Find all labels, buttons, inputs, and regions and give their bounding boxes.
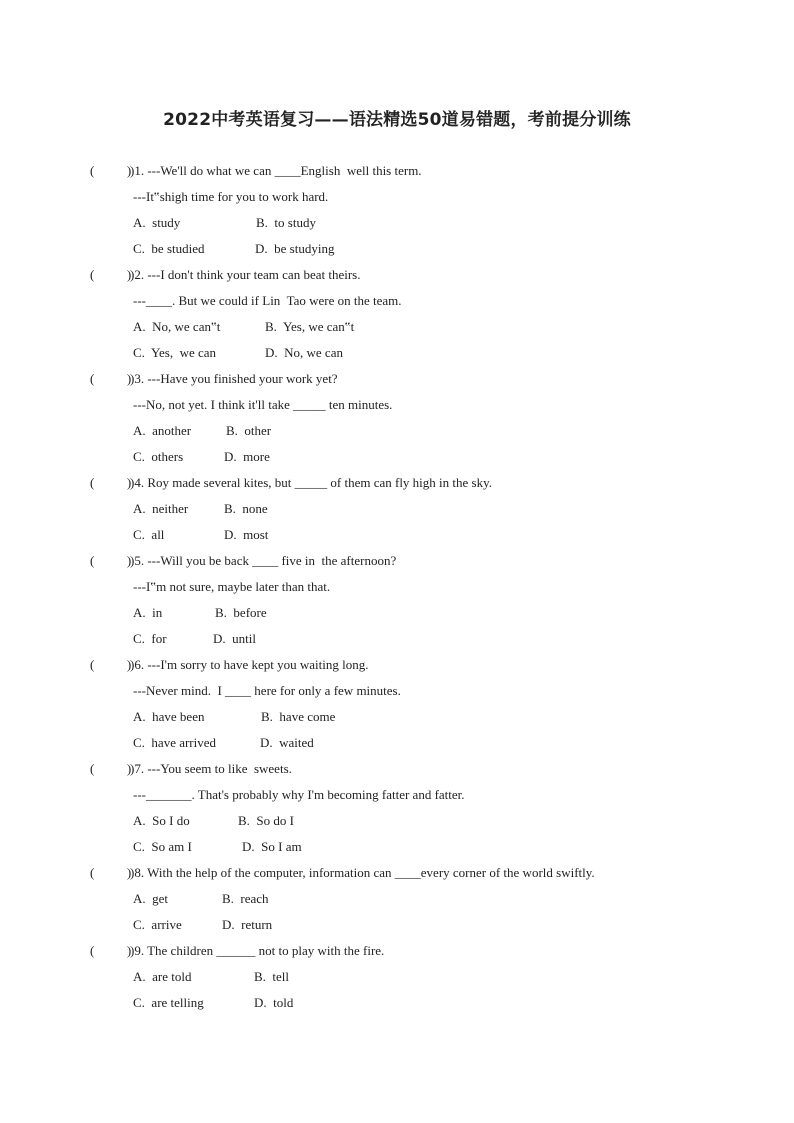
answer-bracket[interactable]: ( ) [90,943,132,958]
question-stem-line [0,758,794,784]
option-row [0,732,794,758]
option-c[interactable]: C. others [133,449,184,464]
option-b[interactable]: B. other [226,423,272,438]
option-c[interactable]: C. Yes, we can [133,345,217,360]
answer-bracket[interactable]: ( ) [90,553,132,568]
question-followup: ---It‟shigh time for you to work hard. [133,189,329,204]
option-row [0,628,794,654]
answer-bracket[interactable]: ( ) [90,475,132,490]
option-a[interactable]: A. study [133,215,181,230]
option-row [0,914,794,940]
option-row [0,342,794,368]
option-b[interactable]: B. tell [254,969,290,984]
question-followup: ---No, not yet. I think it'll take _____ ten minutes. [133,397,393,412]
question-followup: ---I‟m not sure, maybe later than that. [133,579,331,594]
option-b[interactable]: B. none [224,501,268,516]
question-3 [0,368,794,472]
option-row [0,238,794,264]
question-list [0,160,794,1018]
option-a[interactable]: A. No, we can‟t [133,319,221,334]
option-d[interactable]: D. So I am [242,839,302,854]
question-stem: )5. ---Will you be back ____ five in the afternoon? [130,553,397,568]
question-stem: )8. With the help of the computer, information can ____every corner of the world swiftly. [130,865,595,880]
option-d[interactable]: D. most [224,527,269,542]
question-9 [0,940,794,1018]
question-stem-line [0,368,794,394]
question-stem-line [0,862,794,888]
question-stem: )7. ---You seem to like sweets. [130,761,292,776]
option-d[interactable]: D. more [224,449,270,464]
option-c[interactable]: C. be studied [133,241,205,256]
question-followup-line [0,576,794,602]
option-d[interactable]: D. told [254,995,294,1010]
option-c[interactable]: C. arrive [133,917,182,932]
option-a[interactable]: A. So I do [133,813,190,828]
question-stem: )4. Roy made several kites, but _____ of them can fly high in the sky. [130,475,493,490]
option-row [0,966,794,992]
option-a[interactable]: A. another [133,423,192,438]
question-followup-line [0,186,794,212]
question-7 [0,758,794,862]
option-c[interactable]: C. for [133,631,167,646]
option-row [0,524,794,550]
question-followup-line [0,784,794,810]
option-a[interactable]: A. have been [133,709,205,724]
option-b[interactable]: B. to study [256,215,316,230]
question-followup: ---_______. That's probably why I'm becoming fatter and fatter. [133,787,465,802]
question-5 [0,550,794,654]
option-d[interactable]: D. until [213,631,256,646]
option-b[interactable]: B. before [215,605,267,620]
question-stem-line [0,550,794,576]
question-followup: ---Never mind. I ____ here for only a few minutes. [133,683,401,698]
option-b[interactable]: B. reach [222,891,269,906]
option-c[interactable]: C. all [133,527,165,542]
option-b[interactable]: B. So do I [238,813,294,828]
answer-bracket[interactable]: ( ) [90,267,132,282]
option-row [0,212,794,238]
option-c[interactable]: C. have arrived [133,735,217,750]
page-title: 2022中考英语复习——语法精选50道易错题，考前提分训练 [163,110,631,130]
answer-bracket[interactable]: ( ) [90,163,132,178]
question-followup-line [0,290,794,316]
option-a[interactable]: A. are told [133,969,192,984]
option-b[interactable]: B. have come [261,709,336,724]
answer-bracket[interactable]: ( ) [90,761,132,776]
question-4 [0,472,794,550]
option-a[interactable]: A. get [133,891,169,906]
option-d[interactable]: D. be studying [255,241,335,256]
option-a[interactable]: A. neither [133,501,189,516]
question-stem: )2. ---I don't think your team can beat theirs. [130,267,361,282]
option-row [0,498,794,524]
option-c[interactable]: C. So am I [133,839,192,854]
question-stem-line [0,940,794,966]
question-followup: ---____. But we could if Lin Tao were on the team. [133,293,402,308]
option-row [0,706,794,732]
answer-bracket[interactable]: ( ) [90,371,132,386]
answer-bracket[interactable]: ( ) [90,865,132,880]
question-followup-line [0,394,794,420]
option-row [0,810,794,836]
question-stem: )1. ---We'll do what we can ____English well this term. [130,163,422,178]
option-row [0,316,794,342]
question-followup-line [0,680,794,706]
question-8 [0,862,794,940]
question-stem-line [0,264,794,290]
answer-bracket[interactable]: ( ) [90,657,132,672]
question-1 [0,160,794,264]
option-a[interactable]: A. in [133,605,163,620]
question-stem: )6. ---I'm sorry to have kept you waiting long. [130,657,369,672]
option-d[interactable]: D. return [222,917,273,932]
question-2 [0,264,794,368]
option-row [0,446,794,472]
question-stem: )9. The children ______ not to play with the fire. [130,943,385,958]
option-d[interactable]: D. waited [260,735,314,750]
option-row [0,888,794,914]
option-row [0,602,794,628]
option-row [0,992,794,1018]
option-b[interactable]: B. Yes, we can‟t [265,319,355,334]
question-stem: )3. ---Have you finished your work yet? [130,371,338,386]
option-row [0,836,794,862]
option-c[interactable]: C. are telling [133,995,204,1010]
option-d[interactable]: D. No, we can [265,345,343,360]
option-row [0,420,794,446]
question-stem-line [0,472,794,498]
question-stem-line [0,160,794,186]
question-stem-line [0,654,794,680]
question-6 [0,654,794,758]
